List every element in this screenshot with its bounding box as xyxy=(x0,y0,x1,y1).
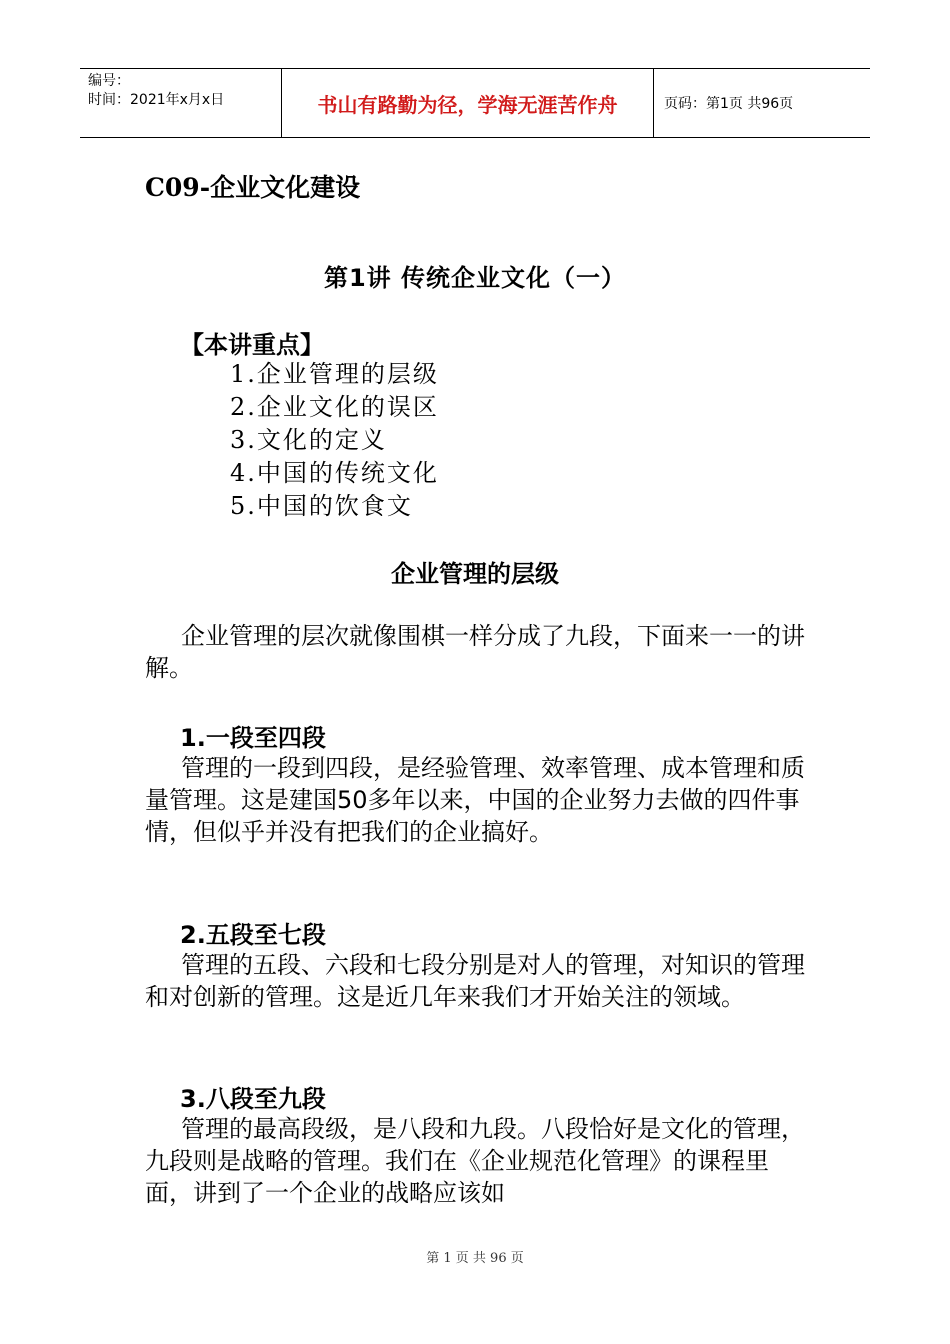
subsection-paragraph: 管理的一段到四段，是经验管理、效率管理、成本管理和质量管理。这是建国50多年以来，中国的企业努力去做的四件事情，但似乎并没有把我们的企业搞好。 xyxy=(145,754,805,846)
header-motto: 书山有路勤为径，学海无涯苦作舟 xyxy=(282,69,654,137)
time-label: 时间：2021年x月x日 xyxy=(88,92,225,108)
key-point-item: 2.企业文化的误区 xyxy=(230,393,439,421)
key-points-heading: 【本讲重点】 xyxy=(180,331,324,359)
intro-paragraph: 企业管理的层次就像围棋一样分成了九段，下面来一一的讲解。 xyxy=(145,622,805,682)
header-page-info: 页码：第1页 共96页 xyxy=(664,96,794,112)
document-title: C09-企业文化建设 xyxy=(145,173,361,202)
key-point-item: 3.文化的定义 xyxy=(230,426,387,454)
section-title: 企业管理的层级 xyxy=(391,560,559,588)
key-point-item: 1.企业管理的层级 xyxy=(230,360,439,388)
subsection-heading: 3.八段至九段 xyxy=(180,1085,326,1113)
subsection-heading: 1.一段至四段 xyxy=(180,724,326,752)
page-header xyxy=(80,68,870,138)
subsection-heading: 2.五段至七段 xyxy=(180,921,326,949)
number-label: 编号： xyxy=(88,73,130,89)
key-point-item: 4.中国的传统文化 xyxy=(230,459,439,487)
subsection-paragraph: 管理的最高段级，是八段和九段。八段恰好是文化的管理，九段则是战略的管理。我们在《企业规范化管理》的课程里面，讲到了一个企业的战略应该如 xyxy=(145,1115,805,1207)
lecture-title: 第1讲 传统企业文化（一） xyxy=(323,264,627,292)
header-meta xyxy=(80,69,282,137)
subsection-paragraph: 管理的五段、六段和七段分别是对人的管理，对知识的管理和对创新的管理。这是近几年来我们才开始关注的领域。 xyxy=(145,951,805,1011)
key-point-item: 5.中国的饮食文 xyxy=(230,492,413,520)
key-points-list xyxy=(230,358,439,523)
page-footer: 第 1 页 共 96 页 xyxy=(426,1251,524,1266)
